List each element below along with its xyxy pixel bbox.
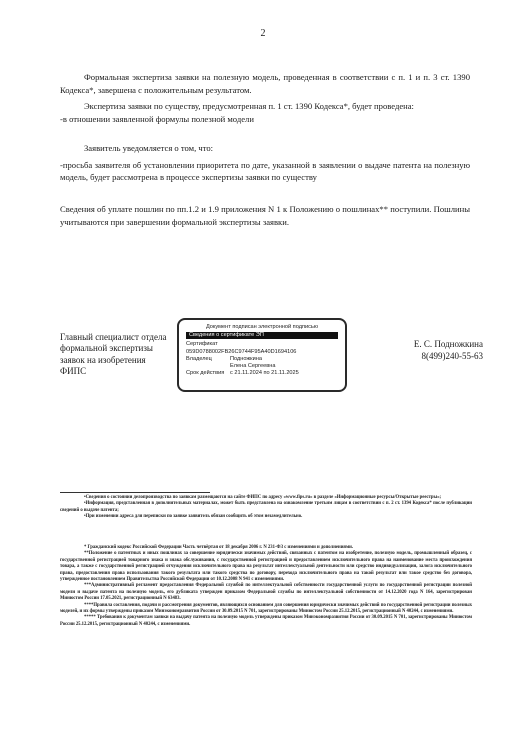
- stamp-validity-row: [186, 370, 338, 377]
- signatory-name: Е. С. Подножкина: [413, 339, 483, 349]
- signatory-contact: [385, 338, 483, 362]
- stamp-validity-label: Срок действия: [186, 370, 225, 377]
- electronic-signature-stamp: [177, 318, 347, 392]
- signatory-position: Главный специалист отдела формальной экспертизы заявок на изобретения ФИПС: [60, 332, 167, 377]
- stamp-owner-value-2: Елена Сергеевна: [230, 363, 276, 370]
- signatory-phone: 8(499)240-55-63: [421, 351, 483, 361]
- page-number: 2: [260, 28, 266, 39]
- footnotes-info: [60, 495, 472, 521]
- stamp-certificate-bar: Сведения о сертификате ЭП: [186, 332, 338, 339]
- paragraph-notice-intro: Заявитель уведомляется о том, что:: [84, 143, 214, 154]
- footnotes-legal: [60, 545, 472, 628]
- footnote-separator: [60, 492, 210, 493]
- stamp-owner-value: Подножкина: [230, 355, 262, 362]
- stamp-validity-value: с 21.11.2024 по 21.11.2025: [230, 370, 299, 377]
- stamp-owner-row: [186, 356, 338, 363]
- footnote-item: * Гражданский кодекс Российской Федерации Часть четвёртая от 18 декабря 2006 г. N 231-ФЗ с изменениями и дополнениями.: [84, 545, 354, 550]
- footnote-item: ****Правила составления, подачи и рассмотрения документов, являющихся основанием для совершения юридически значимых действий по государственной регистрации полезных моделей, и их формы утверждены приказом Минэкономразвития России от 30.09.2015 N 701, зарегистрированы Минюстом России 25.12.2015, регистрационный N 40244, с изменениями.: [60, 602, 472, 615]
- paragraph-formal-exam: Формальная экспертиза заявки на полезную модель, проведенная в соответствии с п. 1 и п. 3 ст. 1390 Кодекса*, завершена с положительным результатом.: [60, 72, 470, 95]
- stamp-owner-label: Владелец: [186, 355, 212, 362]
- stamp-cert-label: Сертификат: [186, 341, 218, 348]
- footnote-item: ***Административный регламент предоставления Федеральной службой по интеллектуальной собственности государственной услуги по государственной регистрации полезной модели и выдаче патента на полезную модель, его дубликата утвержден приказом Федеральной службы по интеллектуальной собственности от 14.12.2020 года N 164, зарегистрирован Минюстом России 17.05.2021, регистрационный N 63483.: [60, 583, 472, 602]
- paragraph-substantive-exam: Экспертиза заявки по существу, предусмотренная п. 1 ст. 1390 Кодекса*, будет проведена:: [84, 101, 414, 111]
- stamp-cert-value: 059D0788002FB26C9744F95A40D1694106: [186, 348, 297, 355]
- footnote-item: **Положение о патентных и иных пошлинах за совершение юридически значимых действий, связанных с патентом на изобретение, полезную модель, промышленный образец, с государственной регистрацией товарного знака и знака обслуживания, с государственной регистрацией и предоставлением исключительного права на наименование места происхождения товара, а также с государственной регистрацией отчуждения исключительного права на результат интеллектуальной деятельности или средство индивидуализации, залога исключительного права, предоставления права использования такого результата или такого средства по договору, перехода исключительного права на такой результат или такое средство без договора, утвержденное постановлением Правительства Российской Федерации от 10.12.2008 N 941 с изменениями.: [60, 551, 472, 583]
- body-block: [60, 100, 470, 228]
- stamp-header: Документ подписан электронной подписью: [205, 324, 319, 330]
- paragraph-claims: -в отношении заявленной формулы полезной модели: [60, 113, 254, 124]
- footnote-item: •Информация, представленная в дополнительных материалах, может быть представлена на ознакомление третьим лицам в соответствии с п. 2 ст. 1394 Кодекса* после публикации сведений о выдаче патента;: [60, 501, 472, 513]
- footnote-item: •Сведения о состоянии делопроизводства по заявкам размещаются на сайте ФИПС по адресу «www.fips.ru» в разделе «Информационные ресурсы/Открытые реестры»;: [84, 495, 442, 500]
- footnote-item: ***** Требования к документам заявки на выдачу патента на полезную модель утверждены приказом Минэкономразвития России от 30.09.2015 N 701, зарегистрированы Минюстом России 25.12.2015, регистрационный N 40244, с изменениями.: [60, 615, 472, 627]
- paragraph-fees: Сведения об уплате пошлин по пп.1.2 и 1.9 приложения N 1 к Положению о пошлинах** поступили. Пошлины учитываются при завершении формальной экспертизы заявки.: [60, 203, 470, 227]
- footnote-item: •При изменении адреса для переписки по заявке заявитель обязан сообщить об этом незамедлительно.: [84, 514, 303, 520]
- paragraph-priority: -просьба заявителя об установлении приоритета по дате, указанной в заявлении о выдаче патента на полезную модель, будет рассмотрена в процессе экспертизы заявки по существу: [60, 159, 470, 183]
